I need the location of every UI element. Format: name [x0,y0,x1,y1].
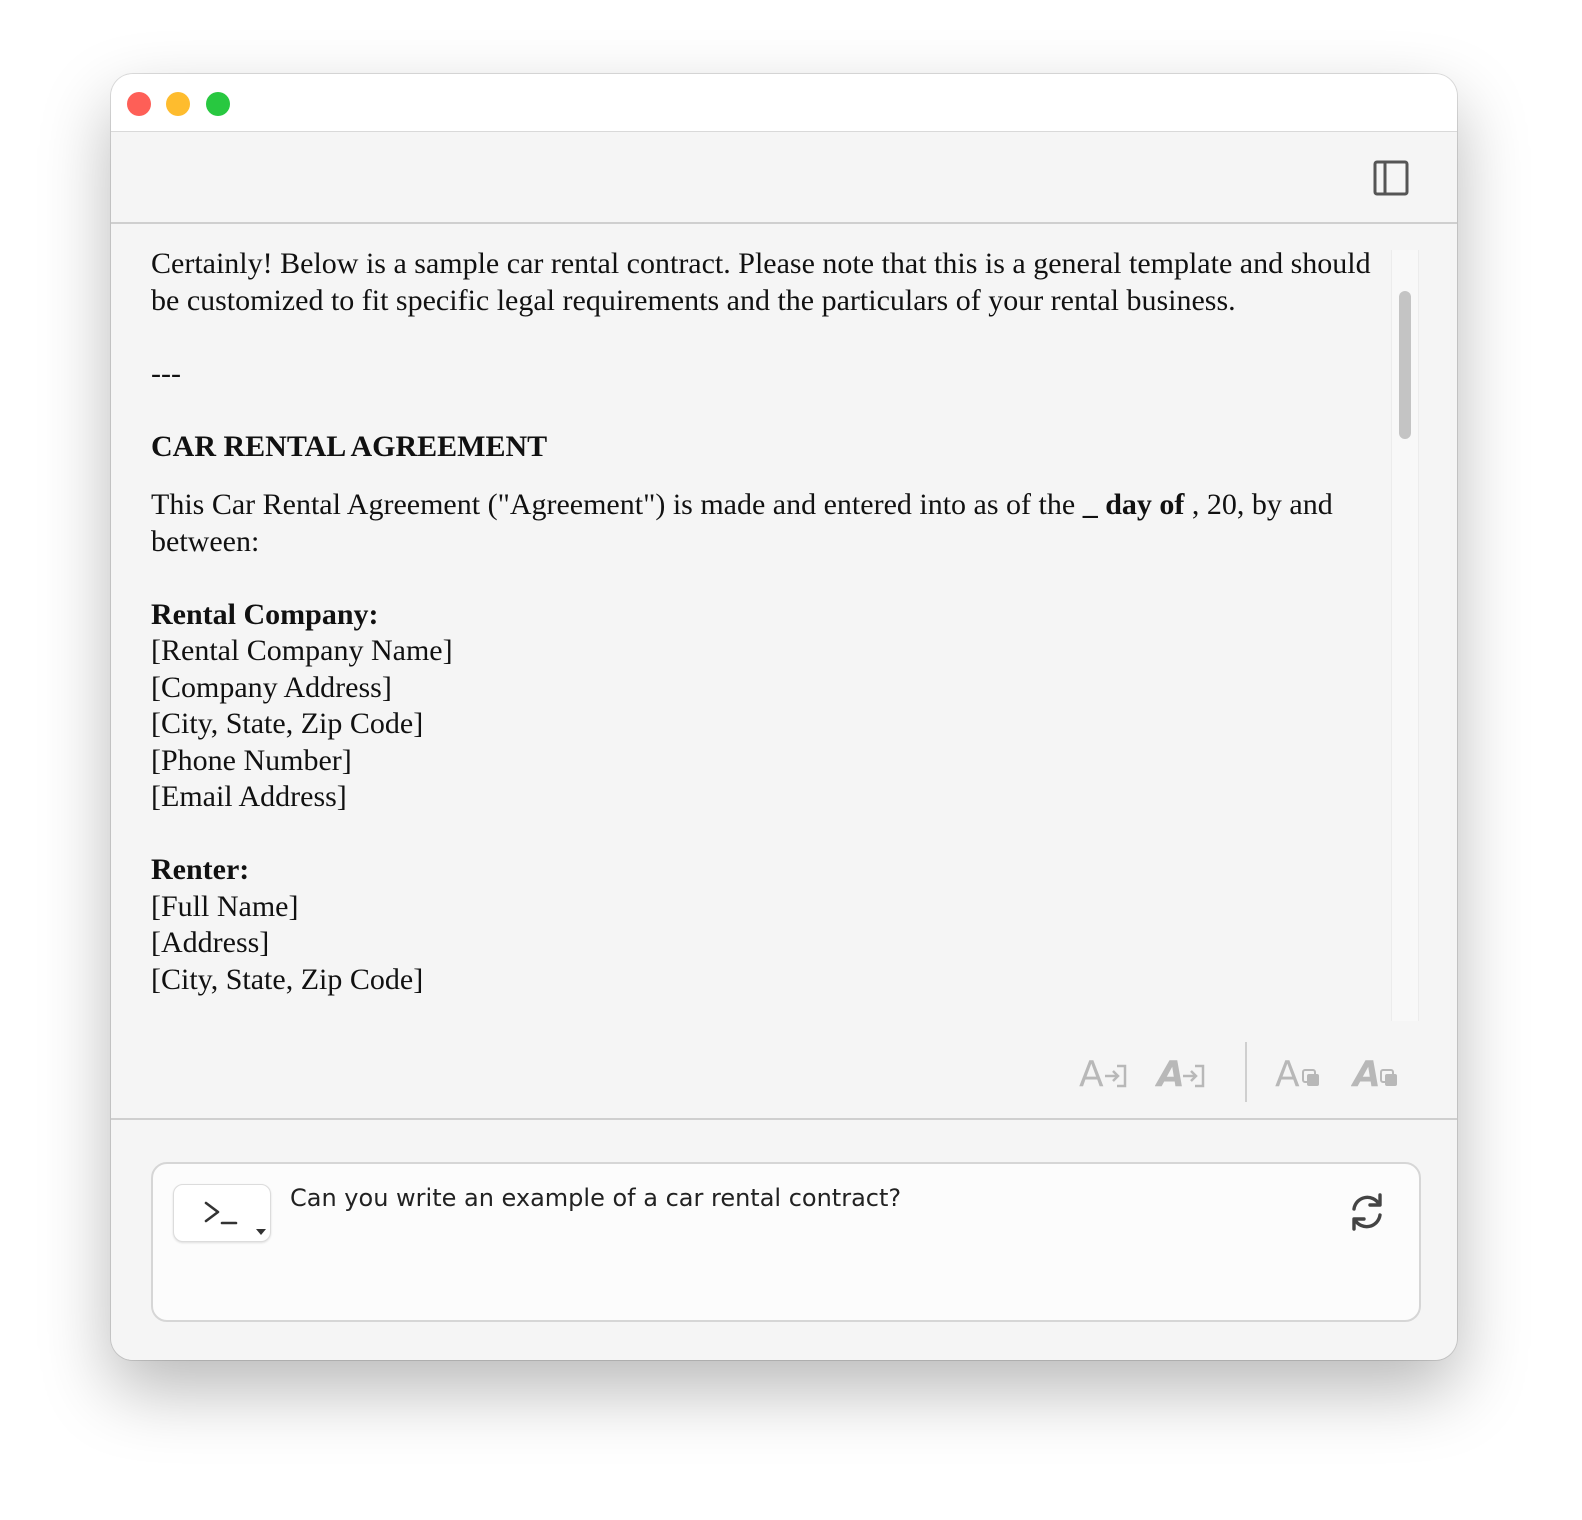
font-import-italic-button[interactable] [1155,1050,1215,1096]
agreement-text-start: This Car Rental Agreement ("Agreement") is made and entered into as of the [151,488,1083,521]
close-window-button[interactable] [127,92,151,116]
agreement-paragraph [151,487,1371,560]
sidebar-toggle-icon [1373,160,1409,196]
font-import-italic-icon [1155,1050,1215,1096]
renter-label: Renter: [151,853,250,886]
toolbar [111,132,1457,224]
separator-line: --- [151,356,181,390]
renter-line: [Address] [151,926,270,959]
font-import-icon [1077,1050,1137,1096]
sidebar-toggle-button[interactable] [1373,160,1409,196]
svg-text:A: A [1275,1054,1300,1095]
minimize-window-button[interactable] [166,92,190,116]
font-tools-divider [1245,1042,1247,1102]
app-window [111,74,1457,1360]
company-line: [Phone Number] [151,743,352,777]
title-bar [111,74,1457,132]
renter-section [151,852,1371,998]
company-line: [City, State, Zip Code] [151,707,424,740]
font-tools [1077,1042,1417,1102]
company-line: [Email Address] [151,780,347,813]
company-section [151,597,1371,816]
message-composer [151,1162,1421,1322]
maximize-window-button[interactable] [206,92,230,116]
font-import-button[interactable] [1077,1050,1137,1096]
scrollbar-track[interactable] [1391,250,1419,1021]
company-label: Rental Company: [151,597,379,631]
font-copy-italic-icon [1351,1050,1411,1096]
response-document [151,246,1371,1021]
intro-paragraph: Certainly! Below is a sample car rental contract. Please note that this is a general template and should be customized to fit specific legal requirements and the particulars of your rental business. [151,247,1371,317]
font-copy-button[interactable] [1273,1050,1333,1096]
message-input[interactable] [290,1180,1320,1300]
company-line: [Company Address] [151,670,392,704]
prompt-selector-button[interactable] [173,1184,271,1242]
svg-text:A: A [1079,1054,1104,1095]
svg-text:A: A [1157,1054,1185,1095]
scrollbar-thumb[interactable] [1399,291,1411,439]
company-line: [Rental Company Name] [151,634,453,667]
regenerate-button[interactable] [1345,1190,1389,1234]
document-heading: CAR RENTAL AGREEMENT [151,429,548,463]
font-copy-italic-button[interactable] [1351,1050,1411,1096]
response-panel [111,224,1457,1120]
refresh-icon [1345,1190,1389,1234]
agreement-text-end: , 20, by and between: [151,488,1333,558]
agreement-blank-day: _ day of [1082,488,1185,521]
renter-line: [Full Name] [151,889,299,923]
font-copy-icon [1273,1050,1333,1096]
svg-text:A: A [1353,1054,1381,1095]
renter-line: [City, State, Zip Code] [151,962,424,996]
chevron-down-icon [256,1229,266,1235]
composer-area [111,1120,1457,1360]
